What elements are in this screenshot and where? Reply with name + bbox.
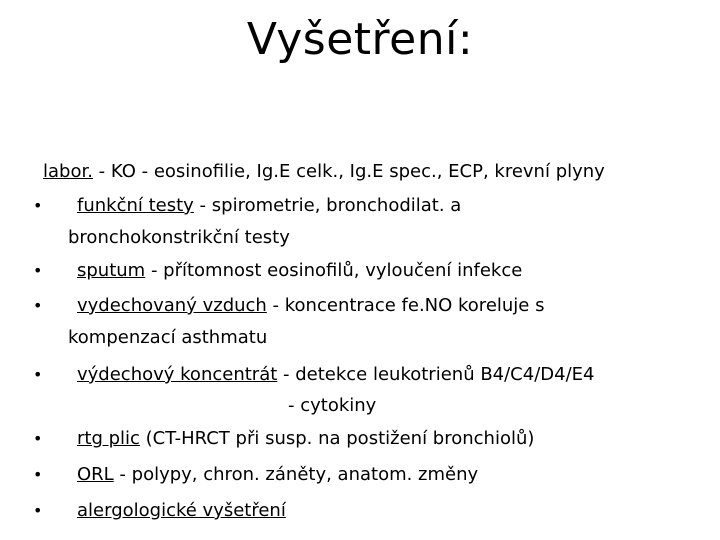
item-continuation: bronchokonstrikční testy (68, 227, 290, 248)
list-item (77, 427, 534, 451)
item-text: - detekce leukotrienů B4/C4/D4/E4 (277, 364, 595, 385)
bullet-icon: • (33, 196, 43, 215)
item-text: - polypy, chron. záněty, anatom. změny (113, 464, 479, 485)
list-item (77, 194, 461, 218)
item-term: ORL (77, 464, 114, 485)
list-item (77, 259, 522, 283)
list-item (77, 294, 544, 318)
intro-text: - KO - eosinofilie, Ig.E celk., Ig.E spec., ECP, krevní plyny (92, 161, 605, 182)
item-text: - spirometrie, bronchodilat. a (193, 195, 462, 216)
bullet-icon: • (33, 501, 43, 520)
intro-line (43, 160, 605, 184)
bullet-icon: • (33, 296, 43, 315)
item-term: funkční testy (77, 195, 194, 216)
slide-title: Vyšetření: (246, 14, 474, 65)
list-item (77, 363, 594, 387)
bullet-icon: • (33, 465, 43, 484)
item-continuation: kompenzací asthmatu (68, 327, 268, 348)
item-term: výdechový koncentrát (77, 364, 278, 385)
item-text: - koncentrace fe.NO koreluje s (266, 295, 545, 316)
bullet-icon: • (33, 261, 43, 280)
item-continuation: - cytokiny (288, 395, 377, 416)
list-item (77, 463, 478, 487)
item-term: alergologické vyšetření (77, 500, 286, 521)
item-term: rtg plic (77, 428, 140, 449)
intro-term: labor. (43, 161, 93, 182)
item-text: - přítomnost eosinofilů, vyloučení infekce (145, 260, 523, 281)
item-text: (CT-HRCT při susp. na postižení bronchiolů) (139, 428, 535, 449)
bullet-icon: • (33, 429, 43, 448)
list-item (77, 499, 286, 523)
item-term: vydechovaný vzduch (77, 295, 267, 316)
item-term: sputum (77, 260, 146, 281)
bullet-icon: • (33, 365, 43, 384)
